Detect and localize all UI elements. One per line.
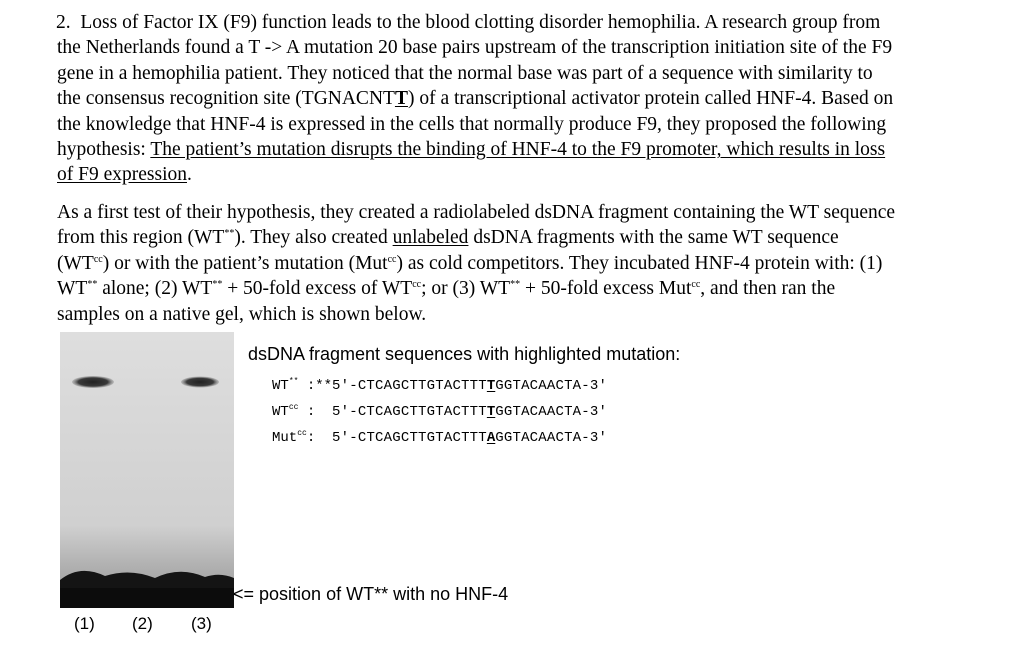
consensus-key-base: T [394,88,408,110]
unlabeled-emphasis: unlabeled [392,227,469,249]
question-paragraph-1 [57,10,1017,188]
text: 5'-CTCAGCTTGTACTTT [332,430,487,446]
gel-band-lane-3 [181,377,219,388]
lane-label-2: (2) [132,614,153,633]
para2-line-3 [57,251,1017,276]
text: :** [298,378,333,394]
text: ) as cold competitors. They incubated HNF-4 protein with: (1) [396,252,883,274]
text: : [298,404,333,420]
text: + 50-fold excess Mut [520,278,692,300]
text: cc [93,253,103,265]
text: cc [412,279,422,291]
text: GGTACAACTA-3' [495,378,608,394]
sequence-title: dsDNA fragment sequences with highlighted mutation: [248,344,681,364]
text: WT [272,378,289,394]
text: . [187,164,192,186]
sequence-row-wt-cold [272,404,607,420]
text: ** [212,279,223,291]
text: ). They also created [234,227,393,249]
sequence-row-wt-labeled [272,378,607,394]
text: 5'-CTCAGCTTGTACTTT [332,378,487,394]
para2-line-5: samples on a native gel, which is shown below. [57,303,427,325]
question-number: 2. [56,12,71,33]
text: ** [224,228,235,240]
lane-label-3: (3) [191,614,212,633]
text: cc [691,279,701,291]
text: ** [510,279,521,291]
gel-background [60,332,234,608]
text: : [306,430,333,446]
text: ) or with the patient’s mutation (Mut [102,252,388,274]
text: WT [57,278,88,300]
para1-line-5: the knowledge that HNF-4 is expressed in the cells that normally produce F9, they proposed the following [57,113,887,135]
text: ** [87,279,98,291]
text: Mut [272,430,298,446]
text: + 50-fold excess of WT [222,278,413,300]
para2-line-1: As a first test of their hypothesis, they created a radiolabeled dsDNA fragment containing the WT sequence [57,202,896,223]
hypothesis-text-end: of F9 expression [57,164,187,186]
text: dsDNA fragments with the same WT sequence [468,227,839,249]
free-probe-note: <= position of WT** with no HNF-4 [233,584,509,604]
text: the consensus recognition site (TGNACNT [57,88,395,110]
para1-line-1 [56,10,1017,35]
gel-image [60,332,234,608]
para2-line-4 [57,276,1017,301]
para1-line-2: the Netherlands found a T -> A mutation 20 base pairs upstream of the transcription initiation site of the F9 [57,37,893,59]
text: (WT [57,252,94,274]
text: alone; (2) WT [97,278,213,300]
text: Loss of Factor IX (F9) function leads to the blood clotting disorder hemophilia. A research group from [80,12,881,33]
sequence-row-mut-cold [272,430,607,446]
para1-line-7 [57,162,1017,187]
para1-line-4 [57,86,1017,111]
lane-label-1: (1) [74,614,95,633]
text: ; or (3) WT [421,278,511,300]
question-paragraph-2 [57,200,1017,327]
gel-band-lane-1 [72,376,114,388]
text: from this region (WT [57,227,225,249]
text: 5'-CTCAGCTTGTACTTT [332,404,487,420]
text: GGTACAACTA-3' [495,404,608,420]
text: hypothesis: [57,139,151,161]
mutation-base: A [486,430,496,446]
text: ) of a transcriptional activator protein called HNF-4. Based on [407,88,894,110]
mutation-base: T [486,378,496,394]
gel-free-probe-base [60,588,234,608]
para2-line-2 [57,225,1017,250]
para1-line-6 [57,137,1017,162]
text: WT [272,404,289,420]
para1-line-3: gene in a hemophilia patient. They noticed that the normal base was part of a sequence with similarity to [57,62,873,84]
text: GGTACAACTA-3' [495,430,608,446]
text: cc [297,429,307,438]
text: , and then ran the [700,278,836,300]
text: ** [288,377,299,386]
hypothesis-text: The patient’s mutation disrupts the binding of HNF-4 to the F9 promoter, which results in loss [150,139,886,161]
text: cc [387,253,397,265]
text: cc [288,403,299,412]
mutation-base: T [486,404,496,420]
